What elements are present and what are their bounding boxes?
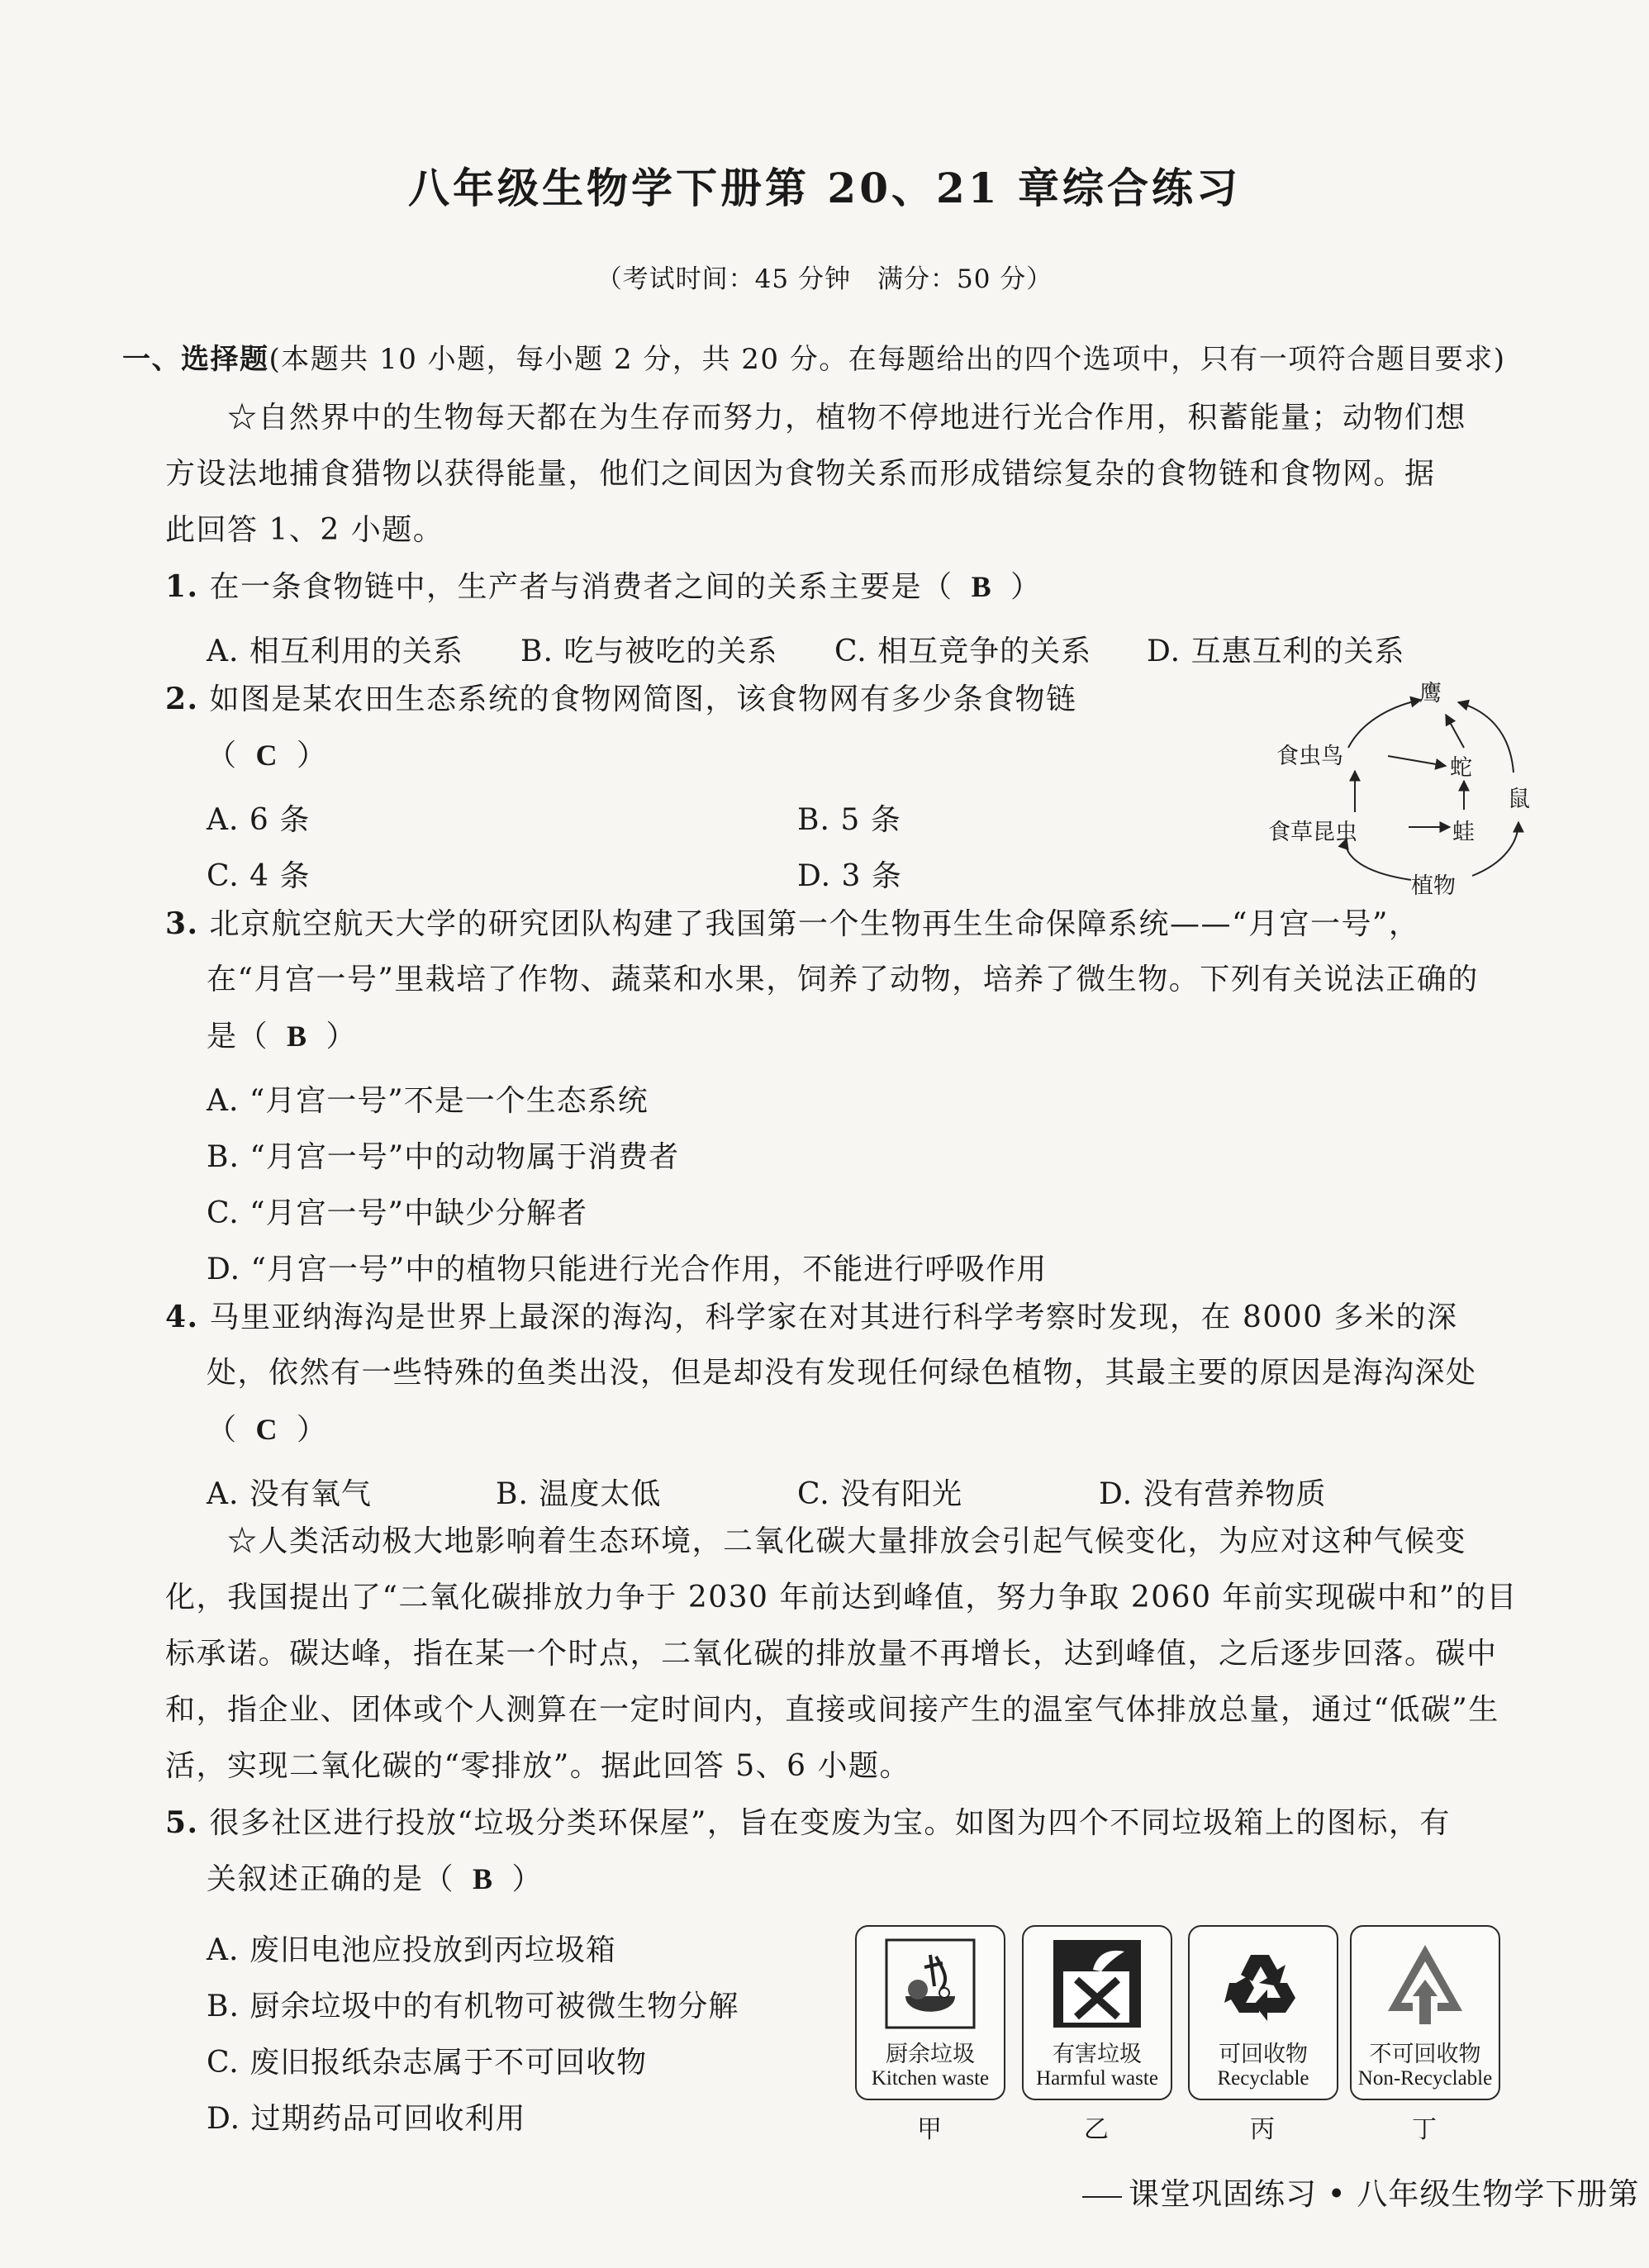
passage1-line-2: 方设法地捕食猎物以获得能量，他们之间因为食物关系而形成错综复杂的食物链和食物网。据 — [165, 457, 1436, 491]
q5-option-c: C. 废旧报纸杂志属于不可回收物 — [207, 2046, 648, 2080]
section-title: 一、选择题 — [122, 343, 269, 376]
bin-en-label: Recyclable — [1217, 2067, 1309, 2090]
recycle-icon — [1218, 1938, 1309, 2029]
answer-mark: C — [255, 1413, 279, 1446]
question-stem-line-1: 很多社区进行投放“垃圾分类环保屋”，旨在变废为宝。如图为四个不同垃圾箱上的图标，有 — [209, 1806, 1451, 1840]
paren-close: ） — [297, 739, 328, 773]
food-web-mouse: 鼠 — [1508, 787, 1530, 812]
question-number: 4. — [165, 1300, 199, 1334]
q4-option-a: A. 没有氧气 — [207, 1477, 372, 1511]
passage1-line-3: 此回答 1、2 小题。 — [165, 513, 444, 547]
arrow-plant-mouse — [1472, 822, 1518, 876]
answer-mark: B — [971, 570, 993, 603]
question-4 — [165, 1302, 1458, 1333]
bin-cn-label: 有害垃圾 — [1053, 2042, 1142, 2067]
q5-answer-line — [207, 1864, 543, 1895]
question-number: 5. — [165, 1805, 199, 1840]
paren-open: （ — [207, 739, 238, 773]
q4-option-b: B. 温度太低 — [496, 1477, 662, 1511]
food-web-bird: 食虫鸟 — [1276, 744, 1343, 769]
paren-close: ） — [1010, 570, 1042, 604]
q4-option-d: D. 没有营养物质 — [1099, 1477, 1327, 1511]
passage2-line-5: 活，实现二氧化碳的“零排放”。据此回答 5、6 小题。 — [165, 1749, 911, 1783]
question-number: 1. — [165, 569, 199, 604]
paren-close: ） — [297, 1413, 328, 1447]
question-2 — [165, 684, 1077, 715]
bin-en-label: Kitchen waste — [871, 2067, 990, 2090]
question-3 — [165, 906, 1420, 941]
footer-dash — [1082, 2196, 1122, 2198]
q3-option-d: D. “月宫一号”中的植物只能进行光合作用，不能进行呼吸作用 — [207, 1253, 1048, 1286]
q3-answer-line — [207, 1021, 357, 1052]
q4-option-c: C. 没有阳光 — [797, 1477, 963, 1511]
question-number: 2. — [165, 682, 199, 716]
bin-cn-label: 厨余垃圾 — [886, 2042, 975, 2067]
harmful-waste-icon — [1052, 1938, 1143, 2029]
bin-non-recyclable — [1350, 1925, 1500, 2100]
q1-option-c: C. 相互竞争的关系 — [834, 635, 1092, 668]
question-stem: 在一条食物链中，生产者与消费者之间的关系主要是（ — [209, 570, 953, 604]
question-number: 3. — [165, 906, 199, 941]
q3-option-a: A. “月宫一号”不是一个生态系统 — [207, 1084, 649, 1118]
arrow-bird-snake — [1388, 756, 1446, 766]
passage2-line-1: ☆人类活动极大地影响着生态环境，二氧化碳大量排放会引起气候变化，为应对这种气候变 — [227, 1524, 1467, 1558]
q2-option-d: D. 3 条 — [797, 859, 902, 893]
q4-answer-line — [207, 1415, 328, 1445]
paren-close: ） — [326, 1020, 358, 1053]
bin-cn-label: 可回收物 — [1219, 2042, 1308, 2067]
question-stem-line-2: 在“月宫一号”里栽培了作物、蔬菜和水果，饲养了动物，培养了微生物。下列有关说法正确的 — [207, 963, 1479, 996]
bin-label-yi: 乙 — [1084, 2115, 1109, 2144]
question-stem-line-1: 马里亚纳海沟是世界上最深的海沟，科学家在对其进行科学考察时发现，在 8000 多米的深 — [209, 1300, 1458, 1334]
paren-close: ） — [511, 1862, 544, 1896]
q3-option-c: C. “月宫一号”中缺少分解者 — [207, 1196, 587, 1230]
bin-cn-label: 不可回收物 — [1369, 2042, 1481, 2067]
q3-option-b: B. “月宫一号”中的动物属于消费者 — [207, 1140, 680, 1174]
bin-en-label: Non-Recyclable — [1357, 2067, 1493, 2090]
food-web-snake: 蛇 — [1450, 755, 1472, 781]
passage2-line-2: 化，我国提出了“二氧化碳排放力争于 2030 年前达到峰值，努力争取 2060 年前实现碳中和”的目 — [165, 1581, 1518, 1614]
bin-label-bing: 丙 — [1250, 2115, 1275, 2144]
kitchen-waste-icon — [885, 1938, 976, 2029]
food-web-arrows — [1256, 673, 1537, 896]
food-web-insect: 食草昆虫 — [1268, 820, 1357, 845]
section-heading — [122, 343, 1506, 376]
arrow-snake-hawk — [1446, 715, 1464, 748]
q1-option-b: B. 吃与被吃的关系 — [520, 635, 778, 668]
question-stem: 如图是某农田生态系统的食物网简图，该食物网有多少条食物链 — [209, 682, 1077, 716]
q5-option-a: A. 废旧电池应投放到丙垃圾箱 — [207, 1933, 616, 1967]
q1-option-a: A. 相互利用的关系 — [207, 635, 463, 668]
q2-option-c: C. 4 条 — [207, 859, 311, 893]
paren-open: （ — [207, 1413, 238, 1447]
q2-option-a: A. 6 条 — [207, 803, 311, 837]
footer-text: 课堂巩固练习 • 八年级生物学下册第 — [1129, 2176, 1640, 2212]
q2-option-b: B. 5 条 — [797, 803, 901, 837]
passage2-line-4: 和，指企业、团体或个人测算在一定时间内，直接或间接产生的温室气体排放总量，通过“低碳”生 — [165, 1693, 1499, 1727]
answer-mark: B — [473, 1862, 494, 1895]
question-stem-line-2: 处，依然有一些特殊的鱼类出没，但是却没有发现任何绿色植物，其最主要的原因是海沟深处 — [207, 1356, 1477, 1390]
question-1 — [165, 569, 1042, 604]
passage1-line-1: ☆自然界中的生物每天都在为生存而努力，植物不停地进行光合作用，积蓄能量；动物们想 — [227, 401, 1467, 435]
answer-mark: B — [287, 1020, 308, 1053]
q1-option-d: D. 互惠互利的关系 — [1147, 635, 1405, 668]
bin-en-label: Harmful waste — [1036, 2067, 1158, 2090]
food-web-hawk: 鹰 — [1419, 681, 1442, 706]
question-stem-line-1: 北京航空航天大学的研究团队构建了我国第一个生物再生生命保障系统——“月宫一号”， — [209, 907, 1420, 941]
bin-label-jia: 甲 — [917, 2115, 942, 2144]
food-web-frog: 蛙 — [1452, 820, 1475, 845]
question-5 — [165, 1805, 1451, 1840]
section-note: (本题共 10 小题，每小题 2 分，共 20 分。在每题给出的四个选项中，只有一项符合题目要求) — [268, 343, 1506, 376]
page-footer — [1082, 2169, 1639, 2213]
bin-kitchen-waste — [855, 1925, 1005, 2100]
answer-mark: C — [255, 739, 279, 772]
bin-recyclable — [1188, 1925, 1338, 2100]
question-stem-end: 关叙述正确的是（ — [207, 1862, 455, 1896]
food-web-plant: 植物 — [1411, 873, 1456, 899]
food-web-diagram — [1256, 673, 1537, 899]
question-stem-end: 是（ — [207, 1020, 269, 1053]
exam-info: （考试时间：45 分钟 满分：50 分） — [596, 264, 1053, 294]
page-title: 八年级生物学下册第 20、21 章综合练习 — [408, 164, 1241, 212]
non-recycle-icon — [1380, 1938, 1471, 2029]
bin-label-ding: 丁 — [1412, 2115, 1437, 2144]
bin-harmful-waste — [1022, 1925, 1172, 2100]
q2-answer-line — [207, 740, 328, 771]
q5-option-b: B. 厨余垃圾中的有机物可被微生物分解 — [207, 1990, 739, 2023]
q5-option-d: D. 过期药品可回收利用 — [207, 2102, 526, 2136]
arrow-bird-hawk — [1348, 700, 1421, 748]
passage2-line-3: 标承诺。碳达峰，指在某一个时点，二氧化碳的排放量不再增长，达到峰值，之后逐步回落。碳中 — [165, 1637, 1498, 1671]
